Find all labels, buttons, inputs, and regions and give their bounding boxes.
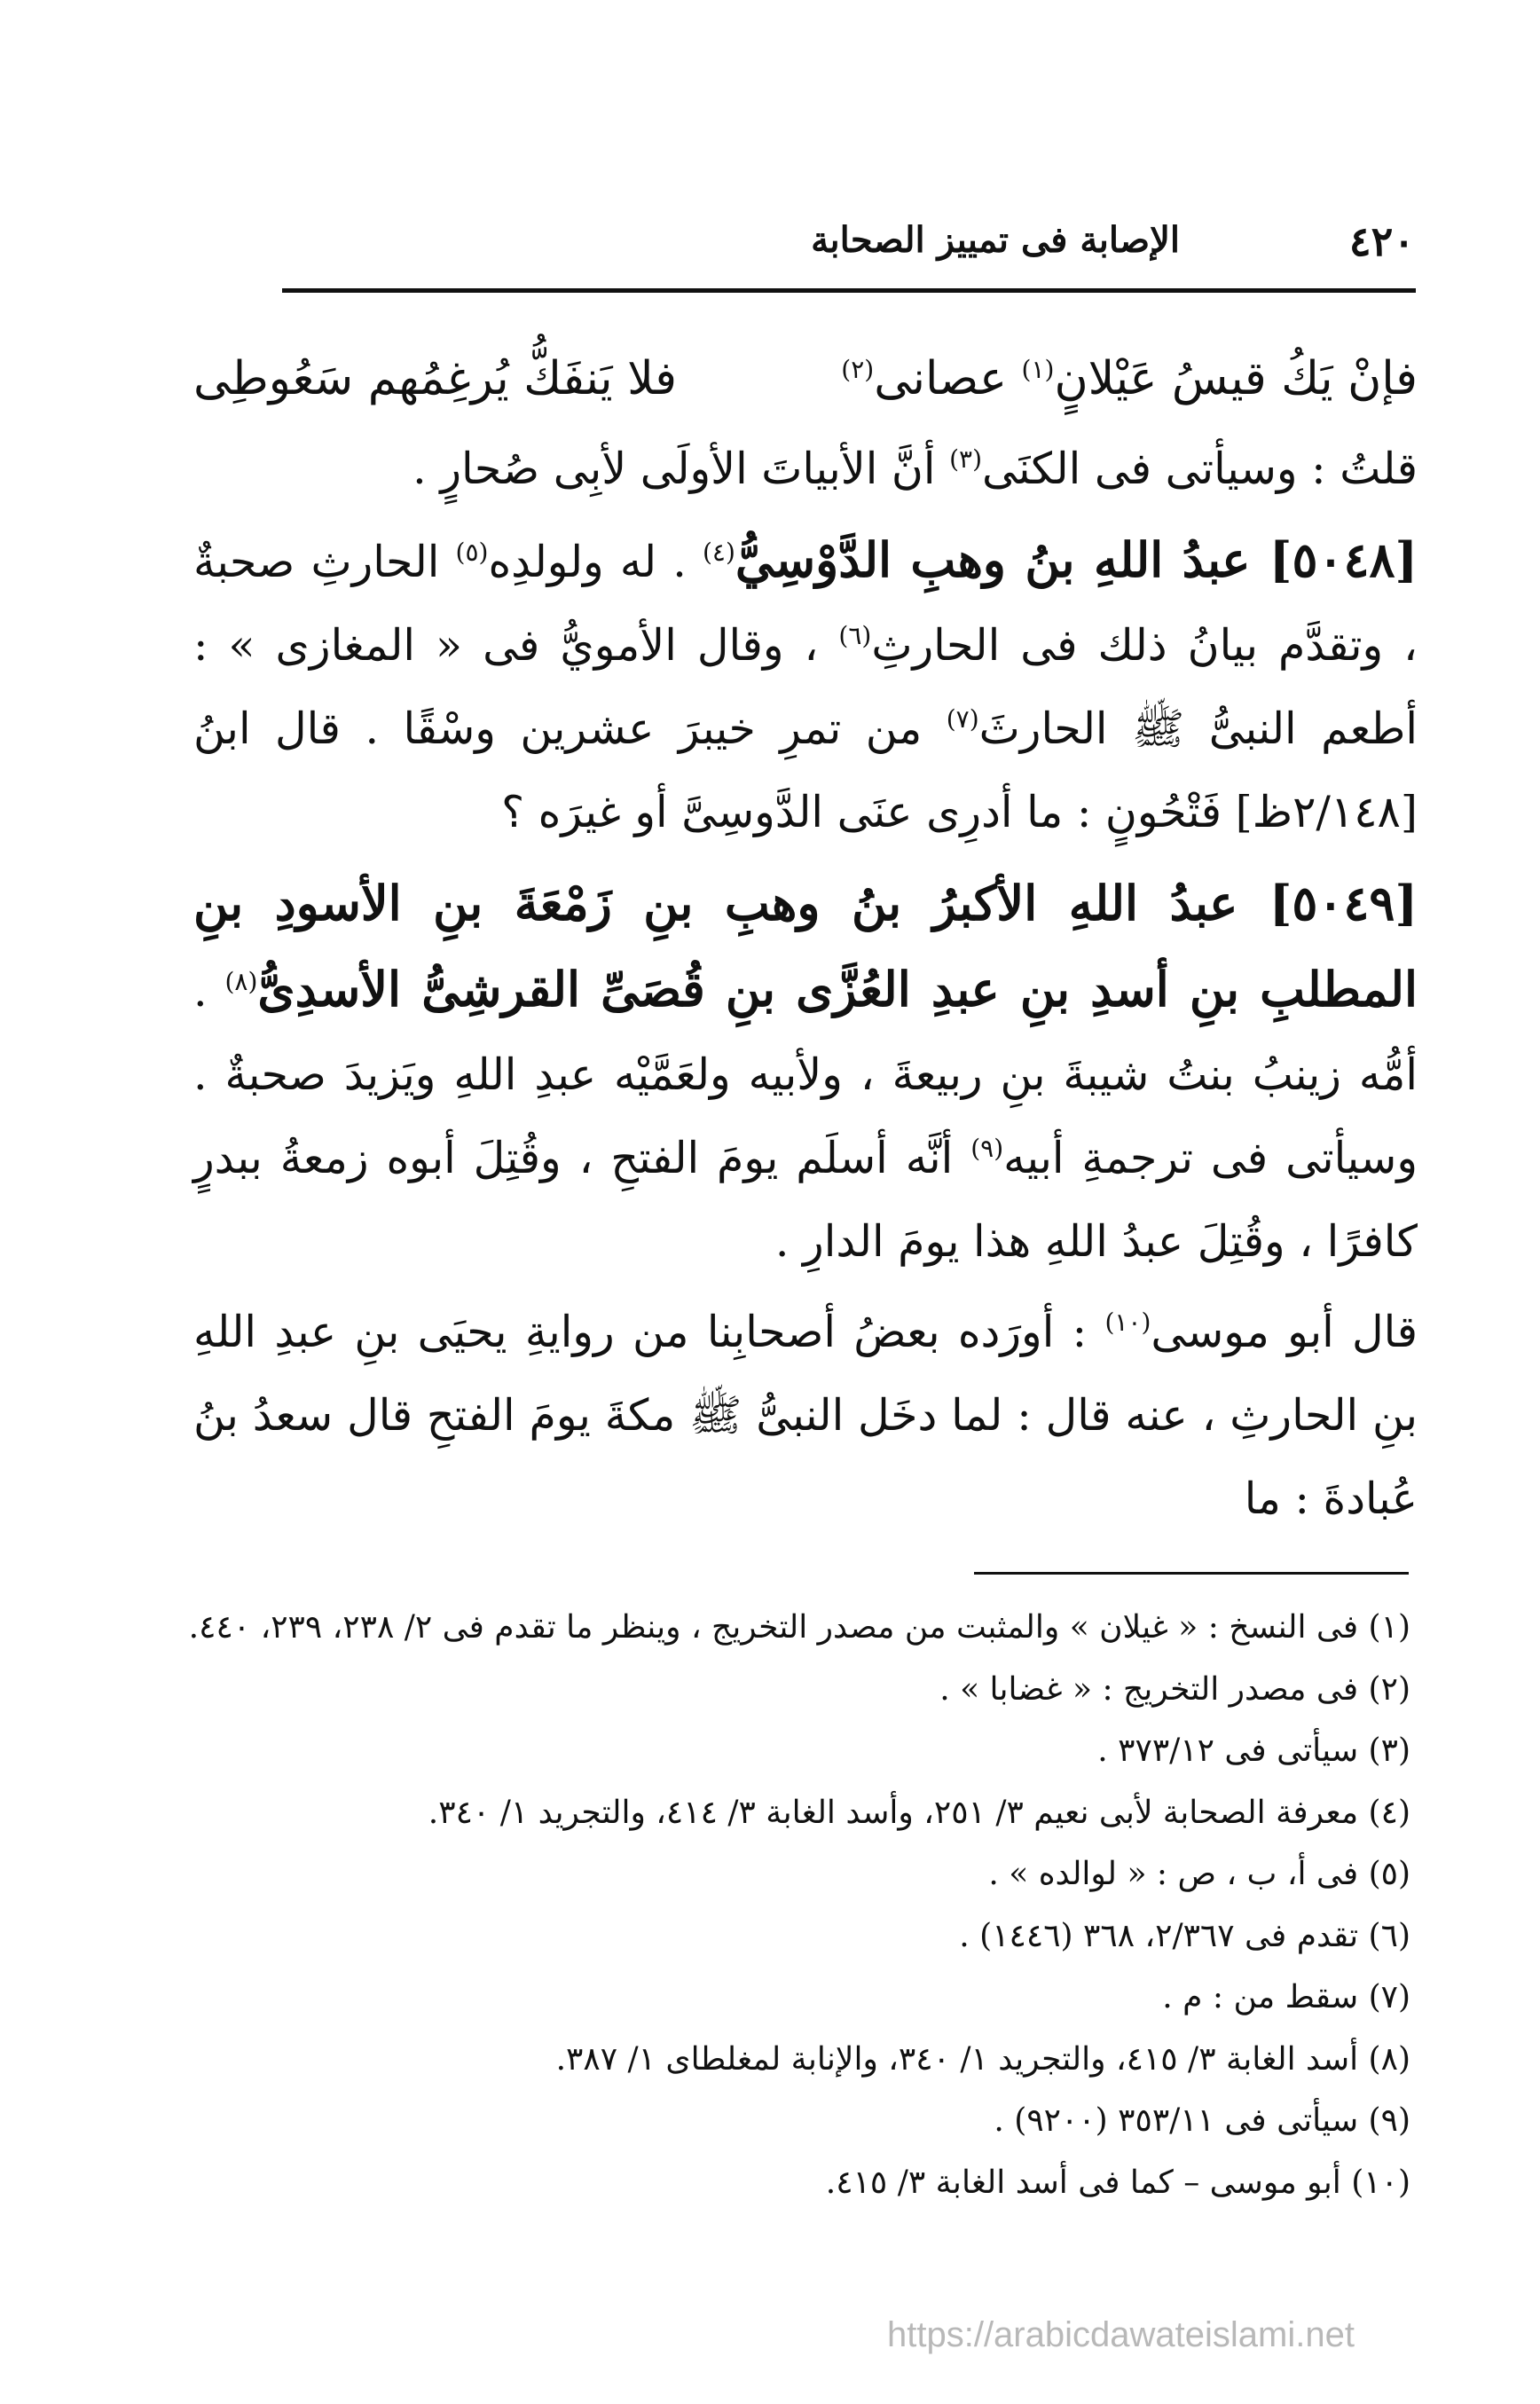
entry-5048 <box>193 518 1418 854</box>
footnote-marker: (٥) <box>455 538 489 567</box>
footnote-marker: (١) <box>1021 355 1055 384</box>
paragraph-text: من تمرِ خيبرَ عشرين وسْقًا . قال ابنُ [٢/١٤٨ظ] فَتْحُونٍ : ما أدرِى عنَى الدَّوسِىَّ أو غيرَه ؟ <box>193 703 1418 837</box>
paragraph-text: الحارثِ صحبةٌ ، وتقدَّم بيانُ ذلك فى الحارثِ <box>193 537 1418 671</box>
verse-second-hemistich: فلا يَنفَكُّ يُرغِمُهم سَعُوطِى <box>193 352 678 405</box>
footnote-9: (٩) سيأتى فى ٣٥٣/١١ (٩٢٠٠) . <box>994 2102 1410 2139</box>
footnote-2: (٢) فى مصدر التخريج : « غضابا » . <box>939 1670 1410 1708</box>
paragraph-text: أنَّه أسلَم يومَ الفتحِ ، وقُتِلَ أبوه زمعةُ ببدرٍ كافرًا ، وقُتِلَ عبدُ اللهِ هذا يومَ الدارِ . <box>193 1133 1418 1267</box>
footnote-1: (١) فى النسخ : « غيلان » والمثبت من مصدر التخريج ، وينظر ما تقدم فى ٢/ ٢٣٨، ٢٣٩، ٤٤٠. <box>188 1609 1410 1646</box>
footnote-5: (٥) فى أ، ب ، ص : « لوالده » . <box>988 1856 1410 1892</box>
paragraph-text: أنَّ الأبياتَ الأولَى لأبِى صُحارٍ . <box>412 444 936 494</box>
paragraph-text: قال أبو موسى <box>1151 1307 1418 1357</box>
footnotes <box>188 1597 1410 2213</box>
footnote-marker: (٤) <box>702 538 735 567</box>
footnote-7: (٧) سقط من : م . <box>1162 1979 1410 2015</box>
paragraph-text: ، وقال الأمويُّ فى « المغازى » : أطعم النبىُّ ﷺ الحارثَ <box>193 620 1418 754</box>
abu-musa-paragraph <box>193 1291 1418 1541</box>
paragraph-text: . أمُّه زينبُ بنتُ شيبةَ بنِ ربيعةَ ، ولأبيه ولعَمَّيْه عبدِ اللهِ ويَزيدَ صحبةٌ . وسيأتى فى ترجمةِ أبيه <box>193 966 1418 1183</box>
poem-verse <box>193 337 1418 420</box>
page-header <box>288 217 1415 271</box>
editor-note-paragraph <box>193 428 1418 511</box>
footnote-marker: (٦) <box>838 621 872 650</box>
header-divider <box>282 288 1416 293</box>
entry-title: [٥٠٤٩] عبدُ اللهِ الأكبرُ بنُ وهبِ بنِ زَمْعَةَ بنِ الأسودِ بنِ المطلبِ بنِ أسدِ بنِ عبدِ العُزَّى بنِ قُصَىِّ القرشِىُّ الأسدِىُّ <box>193 875 1418 1017</box>
footnote-marker: (٣) <box>949 444 983 474</box>
footnote-8: (٨) أسد الغابة ٣/ ٤١٥، والتجريد ١/ ٣٤٠، والإنابة لمغلطاى ١/ ٣٨٧. <box>555 2040 1410 2078</box>
verse-text: عصانى <box>874 352 1007 405</box>
watermark-url: https://arabicdawateislami.net <box>887 2315 1355 2354</box>
footnote-marker: (٩) <box>970 1134 1004 1163</box>
verse-text: فإنْ يَكُ قيسُ عَيْلانٍ <box>1054 352 1418 405</box>
footnote-marker: (١٠) <box>1104 1308 1151 1337</box>
footnote-10: (١٠) أبو موسى – كما فى أسد الغابة ٣/ ٤١٥. <box>825 2164 1410 2201</box>
entry-title: [٥٠٤٨] عبدُ اللهِ بنُ وهبِ الدَّوْسِيُّ <box>735 531 1418 588</box>
paragraph-text: : أورَده بعضُ أصحابِنا من روايةِ يحيَى بنِ عبدِ اللهِ بنِ الحارثِ ، عنه قال : لما دخَل النبىُّ ﷺ مكةَ يومَ الفتحِ قال سعدُ بنُ عُبادةَ : ما <box>193 1307 1418 1524</box>
footnote-6: (٦) تقدم فى ٢/٣٦٧، ٣٦٨ (١٤٤٦) . <box>959 1917 1410 1954</box>
footnote-4: (٤) معرفة الصحابة لأبى نعيم ٣/ ٢٥١، وأسد الغابة ٣/ ٤١٤، والتجريد ١/ ٣٤٠. <box>428 1794 1410 1831</box>
footnote-divider <box>974 1572 1409 1575</box>
verse-first-hemistich <box>841 337 1418 420</box>
footnote-marker: (٢) <box>841 355 875 384</box>
footnote-marker: (٧) <box>946 704 979 734</box>
main-text <box>193 337 1418 1548</box>
footnote-3: (٣) سيأتى فى ٣٧٣/١٢ . <box>1097 1732 1410 1769</box>
page-number: ٤٢٠ <box>1348 217 1415 265</box>
entry-5049 <box>193 861 1418 1284</box>
running-title: الإصابة فى تمييز الصحابة <box>811 219 1180 261</box>
paragraph-text: . له ولولدِه <box>488 537 687 587</box>
paragraph-text: قلتُ : وسيأتى فى الكنَى <box>982 444 1418 494</box>
footnote-marker: (٨) <box>224 967 258 996</box>
